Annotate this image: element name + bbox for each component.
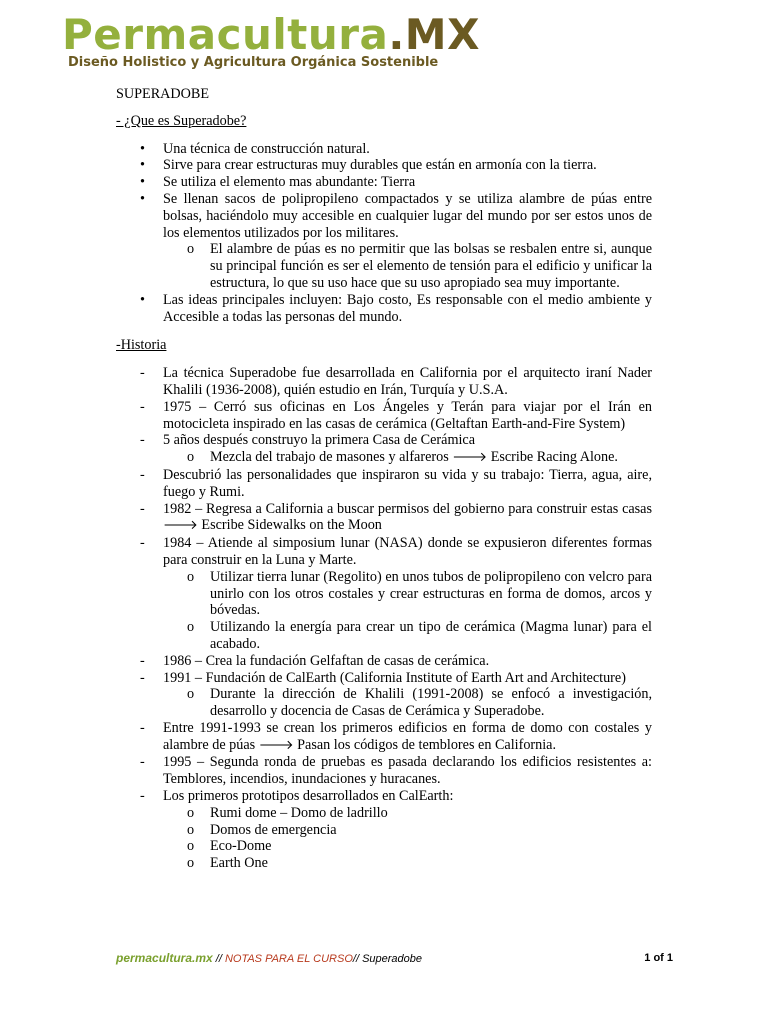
sub-list-item: [163, 805, 652, 822]
list-item-text: Se utiliza el elemento mas abundante: Tierra: [163, 174, 416, 191]
sub-list-item: [163, 855, 652, 872]
document-title: SUPERADOBE: [116, 86, 210, 102]
bullet-marker: -: [140, 466, 145, 483]
bullet-marker: •: [140, 190, 145, 207]
list-item: [116, 365, 652, 399]
list-item: [116, 174, 652, 191]
sub-list: [163, 241, 652, 291]
list-item-text: Sirve para crear estructuras muy durables que están en armonía con la tierra.: [163, 157, 597, 174]
sub-list: [163, 686, 652, 720]
sub-bullet-marker: o: [187, 449, 195, 466]
list-item: [116, 432, 652, 467]
sub-bullet-marker: o: [187, 855, 195, 872]
sub-bullet-marker: o: [187, 838, 195, 855]
sub-list-item: [163, 686, 652, 720]
list-item: [116, 141, 652, 158]
sub-list-item-text: Mezcla del trabajo de masones y alfareros 🡒 Escribe Racing Alone.: [210, 449, 618, 466]
page-footer: [116, 950, 673, 966]
footer-site: permacultura.mx: [116, 951, 213, 965]
sub-list-item-text: Utilizando la energía para crear un tipo de cerámica (Magma lunar) para el acabado.: [210, 619, 652, 652]
bullet-marker: -: [140, 535, 145, 552]
footer-notes: NOTAS PARA EL CURSO: [224, 953, 353, 965]
arrow-right-icon: 🡒: [258, 737, 294, 753]
list-item-text: 1991 – Fundación de CalEarth (California Institute of Earth Art and Architecture): [163, 669, 626, 686]
sub-bullet-marker: o: [187, 241, 195, 258]
list-item-text: La técnica Superadobe fue desarrollada en California por el arquitecto iraní Nader Khalili (1936-2008), quién estudio en Irán, Turquía y U.S.A.: [163, 365, 652, 398]
section-heading-history: -Historia: [116, 337, 167, 354]
bullet-marker: -: [140, 788, 145, 805]
list-item-text: 1975 – Cerró sus oficinas en Los Ángeles y Terán para viajar por el Irán en motocicleta inspirado en las casas de cerámica (Geltaftan Earth-and-Fire System): [163, 398, 652, 432]
list-item: [116, 670, 652, 720]
sub-list: [163, 449, 652, 467]
sub-list-item: [163, 241, 652, 291]
sub-list-item: [163, 449, 652, 467]
brand-name: Permacultura: [62, 10, 389, 59]
bullet-marker: •: [140, 140, 145, 157]
sub-list-item-text: Eco-Dome: [210, 838, 272, 855]
list-item-text: 1986 – Crea la fundación Gelfaftan de casas de cerámica.: [163, 652, 490, 669]
list-item-text: Una técnica de construcción natural.: [163, 140, 370, 157]
list-item: [116, 720, 652, 755]
list-item-text: 1984 – Atiende al simposium lunar (NASA) donde se expusieron diferentes formas para construir en la Luna y Marte.: [163, 535, 652, 568]
sub-list-item-text: Earth One: [210, 855, 268, 872]
bullet-marker: •: [140, 291, 145, 308]
list-item: [116, 501, 652, 536]
sub-bullet-marker: o: [187, 804, 195, 821]
bullet-marker: -: [140, 652, 145, 669]
list-item: [116, 788, 652, 872]
sub-bullet-marker: o: [187, 568, 195, 585]
list-item-text: 1995 – Segunda ronda de pruebas es pasada declarando los edificios resistentes a: Temblores, incendios, inundaciones y huracanes.: [163, 754, 652, 788]
section-heading-what-is: - ¿Que es Superadobe?: [116, 112, 247, 129]
bullet-marker: •: [140, 157, 145, 174]
sub-list-item-text: Utilizar tierra lunar (Regolito) en unos tubos de polipropileno con velcro para unirlo con los otros costales y crear estructuras en forma de domos, arcos y bóvedas.: [210, 568, 652, 619]
sub-list-item: [163, 822, 652, 839]
sub-bullet-marker: o: [187, 619, 195, 636]
bullet-marker: -: [140, 398, 145, 415]
list-item: [116, 535, 652, 653]
brand-tld: .MX: [388, 10, 480, 59]
list-item-text: Se llenan sacos de polipropileno compactados y se utiliza alambre de púas entre bolsas, haciéndolo muy accesible en cualquier lugar del mundo por ser estos unos de los elementos utilizados por los militares.: [163, 190, 652, 241]
arrow-right-icon: 🡒: [452, 450, 488, 466]
sub-list-item-text: Durante la dirección de Khalili (1991-2008) se enfocó a investigación, desarrollo y docencia de Casas de Cerámica y Superadobe.: [210, 686, 652, 720]
bullet-marker: -: [140, 432, 145, 449]
sub-list-item-text: Rumi dome – Domo de ladrillo: [210, 804, 388, 821]
list-item-text: Las ideas principales incluyen: Bajo costo, Es responsable con el medio ambiente y Accesible a todas las personas del mundo.: [163, 291, 652, 325]
bullet-marker: -: [140, 500, 145, 517]
list-item: [116, 754, 652, 788]
sub-bullet-marker: o: [187, 686, 195, 703]
sub-list-item: [163, 619, 652, 653]
footer-separator-2: //: [352, 953, 363, 965]
bullet-marker: •: [140, 174, 145, 191]
sub-list-item: [163, 838, 652, 855]
document-body: [116, 86, 652, 872]
section-history-list: [116, 365, 652, 872]
list-item: [116, 399, 652, 433]
list-item-text: Entre 1991-1993 se crean los primeros edificios en forma de domo con costales y alambre de púas 🡒 Pasan los códigos de temblores en California.: [163, 719, 652, 753]
list-item: [116, 191, 652, 292]
brand-tagline: Diseño Holistico y Agricultura Orgánica Sostenible: [68, 55, 439, 70]
section-what-is-list: [116, 141, 652, 326]
sub-list: [163, 805, 652, 872]
bullet-marker: -: [140, 754, 145, 771]
list-item: [116, 292, 652, 326]
sub-list-item-text: Domos de emergencia: [210, 821, 337, 838]
sub-list: [163, 569, 652, 653]
bullet-marker: -: [140, 365, 145, 382]
sub-list-item: [163, 569, 652, 619]
brand-logo: [62, 12, 480, 58]
list-item: [116, 653, 652, 670]
sub-bullet-marker: o: [187, 821, 195, 838]
list-item-text: 1982 – Regresa a California a buscar permisos del gobierno para construir estas casas 🡒 Escribe Sidewalks on the Moon: [163, 500, 652, 534]
footer-separator: //: [212, 953, 225, 965]
list-item-text: Los primeros prototipos desarrollados en CalEarth:: [163, 788, 454, 805]
footer-page-number: 1 of 1: [644, 952, 673, 964]
sub-list-item-text: El alambre de púas es no permitir que las bolsas se resbalen entre si, aunque su principal función es ser el elemento de tensión para el edificio y unificar la estructura, lo que su uso hace que su uso apropiado sea muy importante.: [210, 241, 652, 291]
list-item-text: 5 años después construyo la primera Casa de Cerámica: [163, 432, 476, 449]
footer-doc-name: Superadobe: [362, 953, 423, 965]
bullet-marker: -: [140, 719, 145, 736]
list-item: [116, 467, 652, 501]
arrow-right-icon: 🡒: [163, 518, 198, 534]
list-item-text: Descubrió las personalidades que inspiraron su vida y su trabajo: Tierra, agua, aire, fuego y Rumi.: [163, 466, 652, 500]
list-item: [116, 157, 652, 174]
bullet-marker: -: [140, 669, 145, 686]
